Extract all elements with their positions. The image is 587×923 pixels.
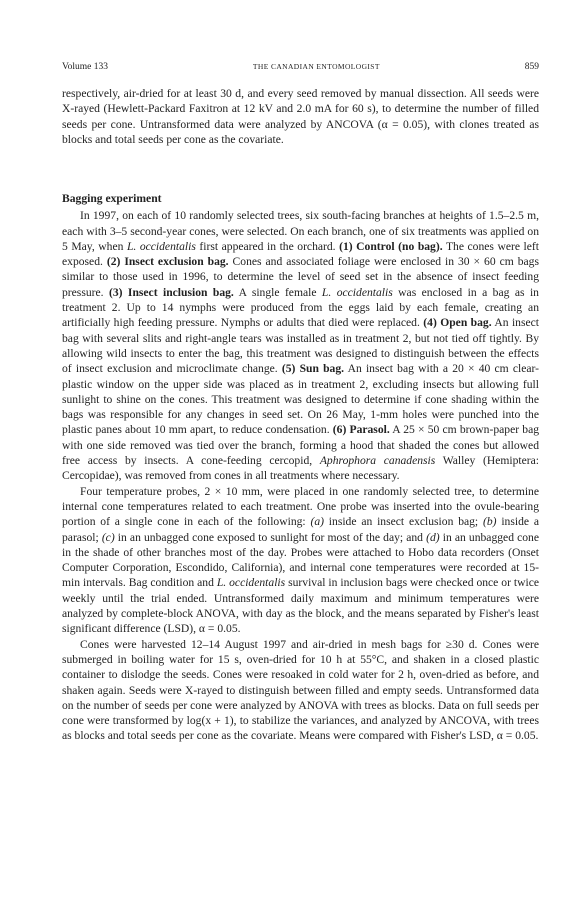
running-header bbox=[62, 62, 539, 76]
volume-label: Volume 133 bbox=[62, 62, 109, 72]
temperature-probes-paragraph: Four temperature probes, 2 × 10 mm, were placed in one randomly selected tree, to determine internal cone temperatures related to each treatment. One probe was inserted into the ovule-bearing portion of a single cone in each of the following: (a) inside an insect exclusion bag; (b) inside a parasol; (c) in an unbagged cone exposed to sunlight for most of the day; and (d) in an unbagged cone in the shade of other branches most of the day. Probes were attached to Hobo data recorders (Onset Computer Corporation, Escondido, California), and internal cone temperatures were recorded at 15-min intervals. Bag condition and L. occidentalis survival in inclusion bags were checked once or twice weekly until the trial ended. Untransformed daily maximum and minimum temperatures were analyzed by complete-block ANOVA, with day as the block, and the means separated by Fisher's least significant difference (LSD), α = 0.05. bbox=[62, 484, 539, 636]
species-name: L. occidentalis bbox=[216, 576, 286, 590]
page-number: 859 bbox=[524, 62, 539, 72]
treatment-exclusion-label: (2) Insect exclusion bag. bbox=[106, 255, 229, 269]
treatments-paragraph: In 1997, on each of 10 randomly selected trees, six south-facing branches at heights of 1.5–2.5 m, each with 3–5 second-year cones, were selected. On each branch, one of six treatments was applied on 5 May, when L. occidentalis first appeared in the orchard. (1) Control (no bag). The cones were left exposed. (2) Insect exclusion bag. Cones and associated foliage were enclosed in 30 × 60 cm bags similar to those used in 1996, to determine the level of seed set in the absence of insect feeding pressure. (3) Insect inclusion bag. A single female L. occidentalis was enclosed in a bag as in treatment 2. Up to 14 nymphs were produced from the eggs laid by each female, creating an artificially high feeding pressure. Nymphs or adults that died were replaced. (4) Open bag. An insect bag with several slits and right-angle tears was installed as in treatment 2, but not tied off tightly. By allowing wild insects to enter the bag, this treatment was designed to distinguish between the effects of insect exclusion and microclimate change. (5) Sun bag. An insect bag with a 20 × 40 cm clear-plastic window on the upper side was placed as in treatment 2, excluding insects but allowing full sunlight to shine on the cones. This treatment was designed to determine if cone shading within the bags was responsible for any changes in seed set. On 26 May, 1-mm holes were punched into the plastic panes about 10 mm apart, to reduce condensation. (6) Parasol. A 25 × 50 cm brown-paper bag with one side removed was tied over the branch, forming a hood that shaded the cones but allowed free access by insects. A cone-feeding cercopid, Aphrophora canadensis Walley (Hemiptera: Cercopidae), was removed from cones in all treatments where necessary. bbox=[62, 209, 540, 483]
treatment-control-label: (1) Control (no bag). bbox=[339, 239, 443, 253]
section-heading: Bagging experiment bbox=[62, 192, 162, 205]
species-name: L. occidentalis bbox=[321, 285, 393, 299]
bagging-section bbox=[62, 191, 539, 744]
continued-paragraph-block bbox=[62, 86, 539, 147]
treatment-open-label: (4) Open bag. bbox=[423, 316, 492, 330]
journal-title: THE CANADIAN ENTOMOLOGIST bbox=[252, 62, 380, 71]
treatment-inclusion-label: (3) Insect inclusion bag. bbox=[108, 285, 234, 299]
species-name: Aphrophora canadensis bbox=[319, 454, 436, 468]
species-name: L. occidentalis bbox=[126, 239, 196, 253]
treatment-parasol-label: (6) Parasol. bbox=[332, 423, 390, 437]
continued-paragraph: respectively, air-dried for at least 30 d, and every seed removed by manual dissection. All seeds were X-rayed (Hewlett-Packard Faxitron at 12 kV and 2.0 mA for 60 s), to determine the number of filled seeds per cone. Untransformed data were analyzed by ANCOVA (α = 0.05), with clones treated as blocks and total seeds per cone as the covariate. bbox=[62, 87, 539, 146]
treatment-sun-label: (5) Sun bag. bbox=[281, 362, 345, 376]
harvest-paragraph: Cones were harvested 12–14 August 1997 and air-dried in mesh bags for ≥30 d. Cones were submerged in boiling water for 15 s, oven-dried for 10 h at 55°C, and shaken in a closed plastic container to dislodge the seeds. Cones were resoaked in cold water for 2 h, oven-dried as before, and shaken again. Seeds were X-rayed to distinguish between filled and empty seeds. Untransformed data on the number of seeds per cone were analyzed by ANOVA with trees as blocks. Data on full seeds per cone were transformed by log(x + 1), to stabilize the variances, and analyzed by ANCOVA, with trees as blocks and total seeds per cone as the covariate. Means were compared with Fisher's LSD, α = 0.05. bbox=[62, 637, 539, 743]
